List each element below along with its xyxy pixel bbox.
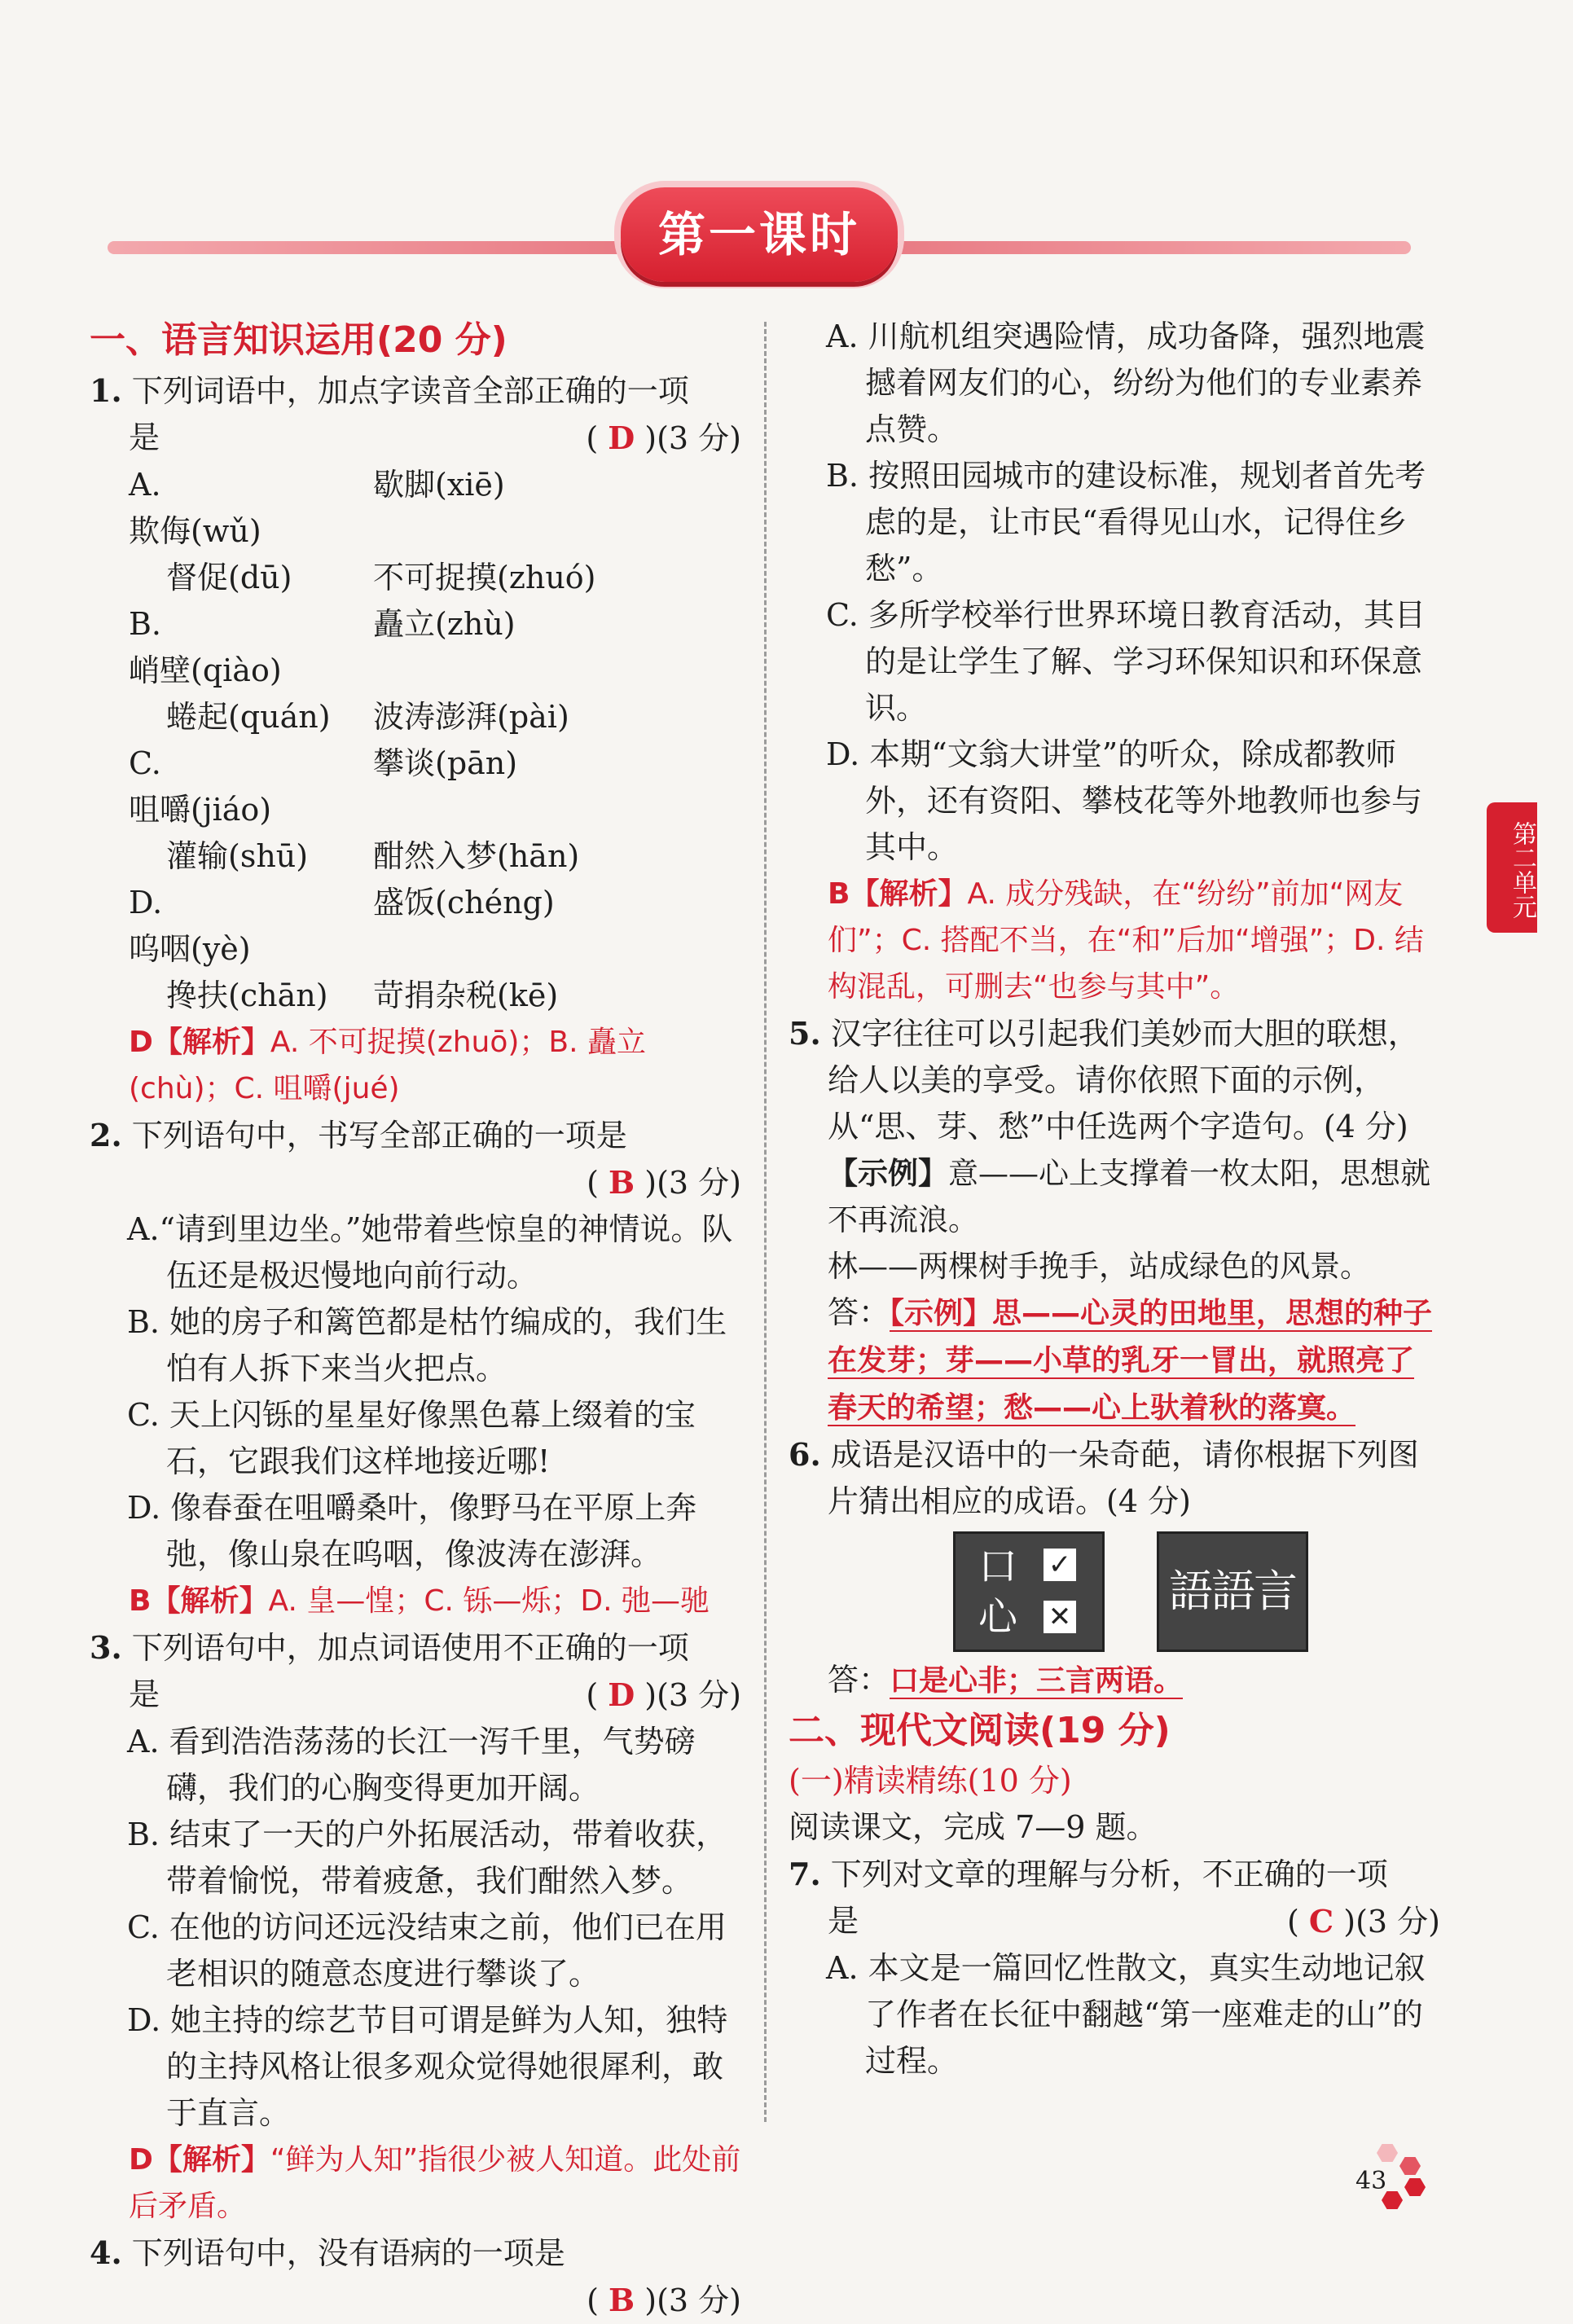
question-number: 4. (90, 2234, 122, 2271)
option-c: C. 天上闪铄的星星好像黑色幕上缀着的宝石，它跟我们这样地接近哪! (127, 1397, 696, 1479)
lesson-title: 第一课时 (621, 187, 898, 282)
option-c: C. 多所学校举行世界环境日教育活动，其目的是让学生了解、学习环保知识和环保意识。 (826, 597, 1426, 726)
question-4: 4. 下列语句中，没有语病的一项是 ( B )(3 分) (90, 2234, 741, 2318)
analysis: B【解析】A. 皇—惶；C. 铄—烁；D. 弛—驰 (129, 1584, 710, 1618)
question-stem: 汉字往往可以引起我们美妙而大胆的联想，给人以美的享受。请你依照下面的示例，从“思、芽、愁”中任选两个字造句。(4 分) (828, 1016, 1419, 1144)
question-3: 3. 下列语句中，加点词语使用不正确的一项 是 ( D )(3 分) A. 看到浩浩荡荡的长江一泻千里，气势磅礴，我们的心胸变得更加开阔。 B. 结束了一天的户外拓展活动，带着收获，带着愉悦，带着疲惫，我们酣然入梦。 C. 在他的访问还远没结束之前，他们已在用老相识的随意态度进行攀谈了。 D. 她主持的综艺节目可谓是鲜为人知，独特的主持风格让很多观众觉得她很犀利，敢于直言。 D【解析】“鲜为人知”指很少被人知道。此处前后矛盾。 (90, 1624, 741, 2230)
score: (3 分) (1356, 1904, 1440, 1940)
option-word: 呜咽(yè) (129, 931, 251, 967)
score: (3 分) (657, 1165, 741, 1201)
answer-letter: B (609, 1164, 635, 1201)
question-stem: 成语是汉语中的一朵奇葩，请你根据下列图片猜出相应的成语。(4 分) (828, 1437, 1419, 1519)
question-number: 3. (90, 1629, 122, 1666)
hexagon-decoration-icon (1404, 2178, 1426, 2196)
question-stem: 下列词语中，加点字读音全部正确的一项 (131, 373, 689, 409)
option-word: 咀嚼(jiáo) (129, 792, 272, 828)
option-a: A. 川航机组突遇险情，成功备降，强烈地震撼着网友们的心，纷纷为他们的专业素养点赞。 (826, 319, 1426, 447)
idiom-pictures (789, 1531, 1440, 1652)
question-number: 6. (789, 1436, 821, 1473)
question-stem: 下列语句中，书写全部正确的一项是 (131, 1118, 627, 1153)
cross-icon: ✕ (1044, 1601, 1076, 1633)
option-b: B. 结束了一天的户外拓展活动，带着收获，带着愉悦，带着疲惫，我们酣然入梦。 (127, 1817, 727, 1899)
hexagon-decoration-icon (1377, 2144, 1398, 2162)
answer-letter: D (608, 1676, 635, 1713)
subsection-heading: (一)精读精练(10 分) (789, 1763, 1072, 1799)
score: (3 分) (657, 1677, 741, 1713)
option-word: 灌输(shū) (166, 838, 309, 874)
option-word: 矗立(zhù) (373, 606, 516, 642)
option-word: 欺侮(wǔ) (129, 513, 261, 549)
score: (3 分) (657, 2282, 741, 2318)
option-label: D. (129, 885, 163, 920)
option-word: 波涛澎湃(pài) (373, 699, 569, 735)
analysis: B【解析】A. 成分残缺，在“纷纷”前加“网友们”；C. 搭配不当，在“和”后加“增强”；D. 结构混乱，可删去“也参与其中”。 (828, 877, 1424, 1004)
question-number: 1. (90, 372, 122, 409)
option-a: A.“请到里边坐。”她带着些惊皇的神情说。队伍还是极迟慢地向前行动。 (127, 1211, 733, 1294)
question-stem: 下列语句中，没有语病的一项是 (131, 2235, 565, 2271)
score: (3 分) (657, 420, 741, 456)
answer-letter: B (609, 2282, 635, 2318)
question-1: 1. 下列词语中，加点字读音全部正确的一项 是 ( D )(3 分) A. 欺侮(wǔ) 歇脚(xiē) 督促(dū) 不可捉摸(zhuó) B. 峭壁(qiào) 矗立(zhù) 蜷起(quán) 波涛澎湃(pài) C. 咀嚼(jiáo) 攀谈(pān) 灌输(shū) 酣然入梦(hān) D. 呜咽(yè) 盛饭(chéng) 搀扶(chān) 苛捐杂税(kē) D【解析】A. 不可捉摸(zhuō)；B. 矗立(chù)；C. 咀嚼(jué) (90, 367, 741, 1112)
option-a: A. 看到浩浩荡荡的长江一泻千里，气势磅礴，我们的心胸变得更加开阔。 (127, 1724, 696, 1806)
option-label: B. (129, 606, 162, 642)
option-word: 苛捐杂税(kē) (373, 977, 559, 1013)
page-number: 43 (1356, 2167, 1387, 2195)
option-word: 盛饭(chéng) (373, 885, 555, 920)
option-word: 歇脚(xiē) (373, 467, 505, 503)
question-5 (789, 1010, 1440, 1431)
option-word: 搀扶(chān) (166, 977, 328, 1013)
option-c: C. 在他的访问还远没结束之前，他们已在用老相识的随意态度进行攀谈了。 (127, 1909, 727, 1992)
question-stem-cont: 是 (129, 420, 160, 455)
question-stem-cont: 是 (129, 1676, 160, 1712)
idiom-picture-2: 語語言 (1157, 1531, 1308, 1652)
left-column (90, 314, 741, 2324)
answer-letter: D (608, 420, 635, 456)
answer: 答：口是心非；三言两语。 (828, 1662, 1184, 1698)
option-d: D. 她主持的综艺节目可谓是鲜为人知，独特的主持风格让很多观众觉得她很犀利，敢于直言。 (127, 2002, 728, 2131)
question-6 (789, 1431, 1440, 1704)
analysis: D【解析】A. 不可捉摸(zhuō)；B. 矗立(chù)；C. 咀嚼(jué) (129, 1026, 647, 1105)
answer: 答：【示例】思——心灵的田地里，思想的种子在发芽；芽——小草的乳牙一冒出，就照亮了春天的希望；愁——心上驮着秋的落寞。 (828, 1294, 1433, 1425)
question-2: 2. 下列语句中，书写全部正确的一项是 ( B )(3 分) A.“请到里边坐。”她带着些惊皇的神情说。队伍还是极迟慢地向前行动。 B. 她的房子和篱笆都是枯竹编成的，我们生怕有人拆下来当火把点。 C. 天上闪铄的星星好像黑色幕上缀着的宝石，它跟我们这样地接近哪! D. 像春蚕在咀嚼桑叶，像野马在平原上奔弛，像山泉在呜咽，像波涛在澎湃。 B【解析】A. 皇—惶；C. 铄—烁；D. 弛—驰 (90, 1112, 741, 1624)
question-4-options (789, 314, 1440, 1010)
option-d: D. 像春蚕在咀嚼桑叶，像野马在平原上奔弛，像山泉在呜咽，像波涛在澎湃。 (127, 1490, 697, 1572)
instruction: 阅读课文，完成 7—9 题。 (789, 1809, 1158, 1845)
analysis: D【解析】“鲜为人知”指很少被人知道。此处前后矛盾。 (129, 2143, 741, 2223)
column-divider (764, 322, 767, 2122)
option-d: D. 本期“文翁大讲堂”的听众，除成都教师外，还有资阳、攀枝花等外地教师也参与其中。 (826, 736, 1423, 865)
example: 林——两棵树手挽手，站成绿色的风景。 (828, 1249, 1370, 1284)
option-label: C. (129, 745, 161, 781)
option-word: 峭壁(qiào) (129, 652, 282, 688)
option-a: A. 本文是一篇回忆性散文，真实生动地记叙了作者在长征中翻越“第一座难走的山”的过程。 (826, 1950, 1426, 2079)
question-number: 2. (90, 1117, 122, 1153)
answer-letter: C (1308, 1903, 1334, 1940)
option-word: 督促(dū) (166, 560, 292, 595)
option-label: A. (129, 467, 161, 503)
option-word: 蜷起(quán) (166, 699, 331, 735)
hexagon-decoration-icon (1399, 2157, 1421, 2175)
option-word: 不可捉摸(zhuó) (373, 560, 596, 595)
question-stem-cont: 是 (828, 1903, 859, 1939)
check-icon: ✓ (1044, 1549, 1076, 1581)
idiom-picture-1: 口 ✓ 心 ✕ (953, 1531, 1105, 1652)
question-stem: 下列语句中，加点词语使用不正确的一项 (131, 1630, 689, 1666)
question-number: 5. (789, 1015, 821, 1052)
option-word: 酣然入梦(hān) (373, 838, 580, 874)
unit-side-tab: 第二单元 (1487, 802, 1537, 933)
question-number: 7. (789, 1856, 821, 1892)
question-stem: 下列对文章的理解与分析，不正确的一项 (830, 1856, 1388, 1892)
section-heading-1: 一、语言知识运用(20 分) (90, 319, 507, 361)
question-7: 7. 下列对文章的理解与分析，不正确的一项 是 ( C )(3 分) A. 本文是一篇回忆性散文，真实生动地记叙了作者在长征中翻越“第一座难走的山”的过程。 (789, 1851, 1440, 2085)
section-heading-2: 二、现代文阅读(19 分) (789, 1710, 1171, 1751)
example: 【示例】意——心上支撑着一枚太阳，思想就不再流浪。 (828, 1155, 1430, 1237)
option-b: B. 按照田园城市的建设标准，规划者首先考虑的是，让市民“看得见山水，记得住乡愁”。 (826, 458, 1426, 586)
option-b: B. 她的房子和篱笆都是枯竹编成的，我们生怕有人拆下来当火把点。 (127, 1304, 727, 1386)
option-word: 攀谈(pān) (373, 745, 518, 781)
right-column (789, 314, 1440, 2085)
